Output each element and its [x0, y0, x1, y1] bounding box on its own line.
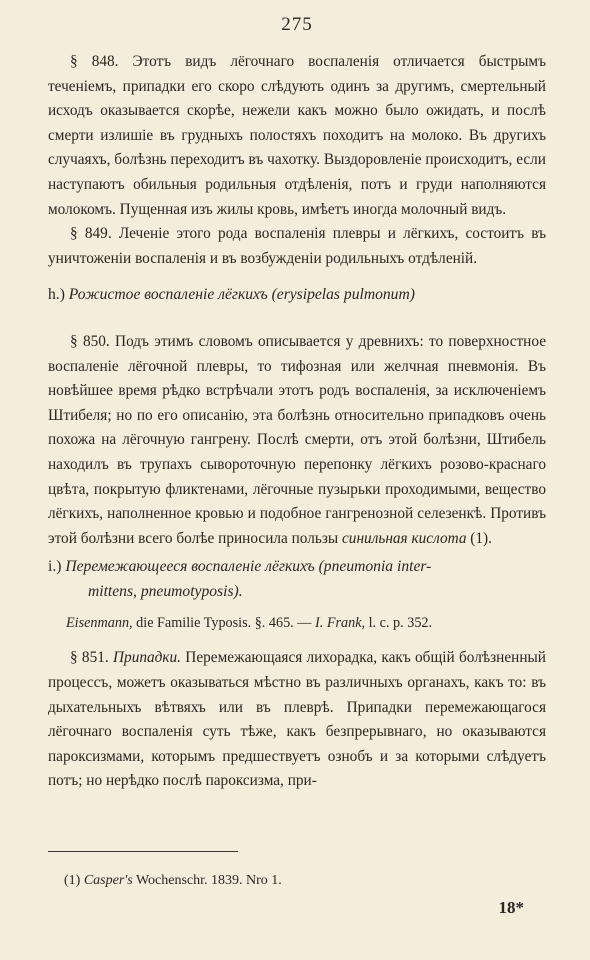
paragraph-848: § 848. Этотъ видъ лёгочнаго воспаленія отличается быстрымъ теченіемъ, припадки его скоро слѣдують одинъ за другимъ, смертельный исходъ оказывается скорѣе, нежели какъ можно было ожидать, и послѣ смерти излишіе въ грудныхъ полостяхъ походитъ на молоко. Въ другихъ случаяхъ, болѣзнь переходитъ въ чахотку. Выздоровленіе происходитъ, если наступаютъ обильныя родильныя отдѣленія, потъ и груди наполняются молокомъ. Пущенная изъ жилы кровь, имѣетъ иногда молочный видъ.	[48, 53, 546, 218]
citation-location: l. c. p. 352.	[365, 615, 433, 632]
paragraph-851	[48, 646, 546, 794]
paragraph-851-lead: § 851.	[70, 649, 113, 667]
footnote-reference: (1).	[466, 529, 492, 547]
paragraph-849: § 849. Леченіе этого рода воспаленія плевры и лёгкихъ, состоитъ въ уничтоженіи воспаленія и въ возбужденіи родильныхъ отдѣленій.	[48, 225, 546, 267]
footnote	[64, 873, 282, 889]
footnote-mark: (1)	[64, 873, 84, 888]
citation-author-1: Eisenmann,	[66, 615, 133, 632]
heading-i-title: Перемежающееся воспаленіе лёгкихъ	[65, 558, 315, 576]
paragraph-851-text: Перемежающаяся лихорадка, какъ общій болѣзненный процессъ, можетъ оказываться мѣстно въ различныхъ органахъ, какъ то: въ дыхательныхъ вѣтвяхъ или въ плеврѣ. Припадки перемежающагося лёгочнаго воспаленія суть тѣже, какъ безпрерывнаго, но оказываются пароксизмами, которымъ предшествуетъ ознобъ и за которыми слѣдуетъ потъ; но нерѣдко послѣ пароксизма, при-	[48, 649, 546, 790]
footnote-text: Wochenschr. 1839. Nro 1.	[132, 873, 282, 888]
page-number: 275	[281, 14, 313, 35]
heading-h-label: h.)	[48, 286, 65, 304]
section-heading-i	[48, 555, 546, 604]
paragraph-851-italic: Припадки.	[113, 649, 182, 667]
footnote-divider	[48, 851, 238, 852]
heading-i-label: i.)	[48, 558, 62, 576]
citation-work: die Familie Typosis. §. 465. —	[132, 615, 316, 632]
footnote-source: Casper's	[83, 873, 133, 888]
signature-mark: 18*	[498, 898, 524, 917]
paragraph-850-italic: синильная кислота	[342, 529, 467, 547]
heading-h-latin: (erysipelas pulmonum)	[271, 286, 415, 304]
citation	[48, 612, 546, 634]
heading-i-latin-2: mittens, pneumotyposis).	[88, 582, 243, 600]
section-heading-h	[48, 283, 546, 308]
paragraph-850	[48, 330, 546, 551]
heading-h-title: Рожистое воспаленіе лёгкихъ	[68, 286, 268, 304]
paragraph-850-text: § 850. Подъ этимъ словомъ описывается у древнихъ: то поверхностное воспаленіе лёгочной плевры, то тифозная или желчная пневмонія. Въ новѣйшее время рѣдко встрѣчали этотъ родъ воспаленія, за исключеніемъ Штибеля; но по его описанію, эта болѣзнь относительно припадковъ очень похожа на лёгочную гангрену. Послѣ смерти, отъ этой болѣзни, Штибель находилъ въ трупахъ сывороточную перепонку лёгкихъ розово-краснаго цвѣта, покрытую фликтенами, лёгочные пузырьки проходимыми, вещество лёгкихъ, наполненное кровью и подобное гангренозной селезенкѣ. Противъ этой болѣзни всего болѣе приносила пользы	[48, 332, 546, 547]
citation-author-2: I. Frank,	[315, 615, 366, 632]
spacer	[48, 312, 546, 330]
heading-i-latin-1: (pneumonia inter-	[318, 558, 432, 576]
